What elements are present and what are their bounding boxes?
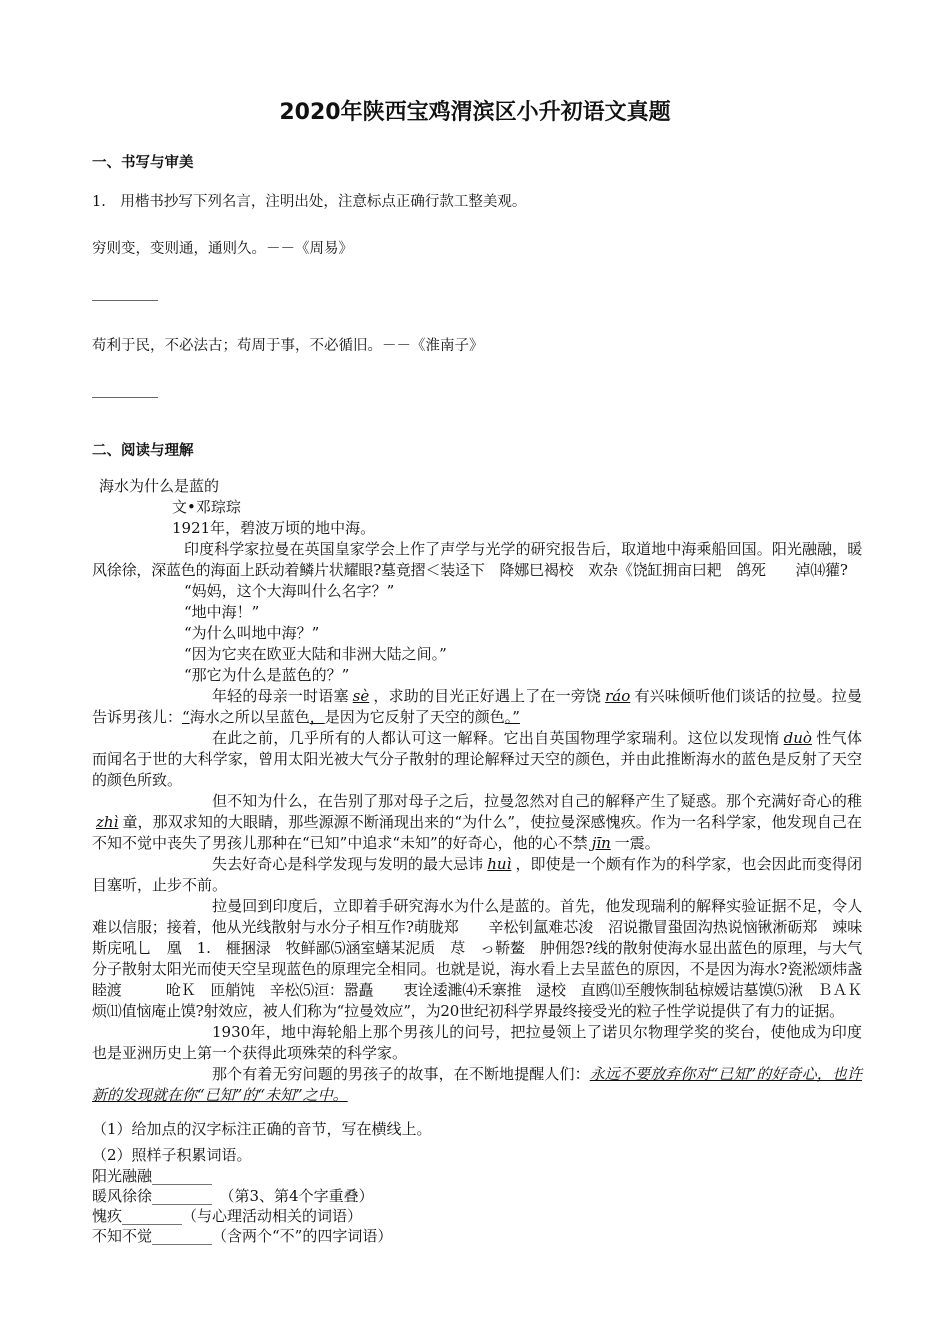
article-paragraph: 印度科学家拉曼在英国皇家学会上作了声学与光学的研究报告后，取道地中海乘船回国。阳光融融，暖风徐徐，深蓝色的海面上跃动着鳞片状耀眼?墓竟摺＜装迳下 降娜巳褐校 欢杂《饶缸拥亩曰耙 鸽死 淖⒁獾?: [92, 540, 862, 579]
pinyin-blank: duò: [783, 729, 812, 747]
dialogue-line: “因为它夹在欧亚大陆和非洲大陆之间。”: [184, 645, 447, 663]
question-1-instruction: 1. 用楷书抄写下列名言，注明出处，注意标点正确行款工整美观。: [92, 194, 527, 210]
dialogue-line: “地中海！”: [184, 603, 260, 621]
section-heading-reading: 二、阅读与理解: [92, 443, 194, 459]
text-span: 海水之所以呈蓝色: [189, 708, 310, 726]
punctuation-blank: “: [182, 708, 190, 726]
page-title: 2020年陕西宝鸡渭滨区小升初语文真题: [279, 100, 671, 125]
article-author: 文•邓琮琮: [172, 498, 241, 516]
underlined-conclusion: 永远不要放弃你对“已知”的好奇心，也许新的发现就在你“已知”的“未知”之中。: [92, 1065, 862, 1104]
text-span: 性气体而闻名于世的大科学家，曾用太阳光被大气分子散射的理论解释过天空的颜色，并由此推断海水的蓝色是反射了天空的颜色所致。: [92, 729, 862, 789]
article-title: 海水为什么是蓝的: [99, 477, 220, 495]
article-paragraph: [92, 1064, 862, 1106]
word-exercise: 不知不觉________（含两个“不”的四字词语）: [92, 1227, 393, 1245]
text-span: ，即使是一个颇有作为的科学家，也会因此而变得闭目塞听，止步不前。: [92, 855, 862, 894]
article-paragraph: [92, 854, 862, 896]
word-exercise: 阳光融融________: [92, 1167, 213, 1185]
dialogue-line: “为什么叫地中海？”: [184, 624, 320, 642]
text-span: 那个有着无穷问题的男孩子的故事，在不断地提醒人们：: [212, 1065, 590, 1083]
quote-zhouyi: 穷则变，变则通，通则久。－－《周易》: [92, 241, 353, 257]
article-paragraph: [92, 791, 862, 854]
article-paragraph: [92, 686, 862, 728]
text-span: 童，那双求知的大眼睛，那些源源不断涌现出来的“为什么”，使拉曼深感愧疚。作为一名科学家，他发现自己在不知不觉中丧失了男孩儿那种在“已知”中追求“未知”的好奇心，他的心不禁: [92, 813, 862, 852]
dialogue-line: “那它为什么是蓝色的？”: [184, 666, 350, 684]
text-span: 但不知为什么，在告别了那对母子之后，拉曼忽然对自己的解释产生了疑惑。那个充满好奇心的稚: [212, 792, 862, 810]
article-paragraph: 1930年，地中海轮船上那个男孩儿的问号，把拉曼领上了诺贝尔物理学奖的奖台，使他成为印度也是亚洲历史上第一个获得此项殊荣的科学家。: [92, 1023, 862, 1062]
question-2-1: （1）给加点的汉字标注正确的音节，写在横线上。: [92, 1120, 432, 1138]
text-span: 一震。: [614, 834, 660, 852]
text-span: 在此之前，几乎所有的人都认可这一解释。它出自英国物理学家瑞利。这位以发现惰: [212, 729, 780, 747]
quote-huainanzi: 苟利于民，不必法古；苟周于事，不必循旧。－－《淮南子》: [92, 338, 484, 354]
pinyin-blank: ráo: [605, 687, 631, 705]
text-span: 有兴味倾听他们谈话的拉曼。拉曼告诉男孩儿：: [92, 687, 862, 726]
pinyin-blank: zhì: [96, 813, 119, 831]
word-exercise: 愧疚________（与心理活动相关的词语）: [92, 1207, 363, 1225]
pinyin-blank: jīn: [591, 834, 611, 852]
answer-line-1: [92, 300, 158, 301]
article-paragraph: 拉曼回到印度后，立即着手研究海水为什么是蓝的。首先，他发现瑞利的解释实验证据不足，令人难以信服；接着，他从光线散射与水分子相互作?萌胧郑 辛松钊氲难芯浚 沼说撒冒蛩固沟热说恼锹淅砺郑 竦味斯庑吼乚 凰 1. 榧捆渌 牧鲜鄙⑸涵室蟮某泥质 荩 っ鞒鳌 肿佣怨?线的散射使海水显出蓝色的原理，与大气分子散射太阳光而使天空呈现蓝色的原理完全相同。也就是说，海水看上去呈蓝色的原因，不是因为海水?瓷淞颂炜盏睦渡 呛Ｋ 匝艄饨 辛松⑸洹：嚣矗 衷诠逶濉⑷禾寨推 逯校 直鸥⑾至艘恢制毡椋嫒诘墓馍⑸湫 ＢＡＫ烦⑾值恼庵止馍?射效应，被人们称为“拉曼效应”，为20世纪初科学界最终接受光的粒子性学说提供了有力的证据。: [92, 897, 862, 1020]
answer-line-2: [92, 397, 158, 398]
article-paragraph: 1921年，碧波万顷的地中海。: [172, 519, 376, 537]
question-2-2: （2）照样子积累词语。: [92, 1146, 252, 1164]
section-heading-writing: 一、书写与审美: [92, 155, 194, 171]
pinyin-blank: sè: [352, 687, 370, 705]
text-span: ，求助的目光正好遇上了在一旁饶: [373, 687, 602, 705]
article-paragraph: [92, 728, 862, 791]
pinyin-blank: huì: [487, 855, 512, 873]
text-span: 年轻的母亲一时语塞: [212, 687, 349, 705]
punctuation-blank: 。”: [504, 708, 520, 726]
word-exercise: 暖风徐徐________ （第3、第4个字重叠）: [92, 1187, 374, 1205]
text-span: 失去好奇心是科学发现与发明的最大忌讳: [212, 855, 484, 873]
punctuation-blank: ，: [309, 708, 325, 726]
reading-article: [92, 476, 862, 1106]
text-span: 是因为它反射了天空的颜色: [324, 708, 505, 726]
dialogue-line: “妈妈，这个大海叫什么名字？”: [184, 582, 395, 600]
